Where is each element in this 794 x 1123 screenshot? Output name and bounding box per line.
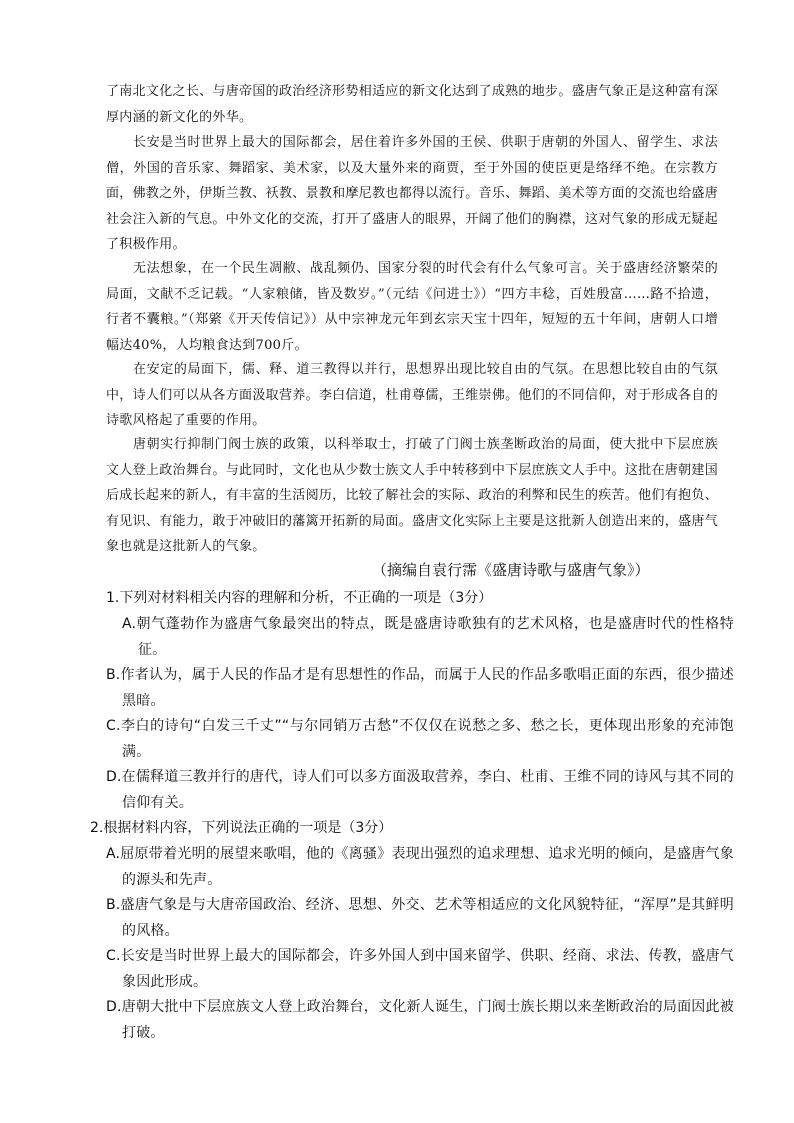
passage-paragraph-4: 在安定的局面下，儒、释、道三教得以并行，思想界出现比较自由的气氛。在思想比较自由的气氛中，诗人们可以从各方面汲取营养。李白信道，杜甫尊儒，王维崇佛。他们的不同信仰，对于形成各自的诗歌风格起了重要的作用。 xyxy=(106,362,718,428)
question-1-option-d: D.在儒释道三教并行的唐代，诗人们可以多方面汲取营养，李白、杜甫、王维不同的诗风与其不同的信仰有关。 xyxy=(106,769,734,811)
passage-paragraph-2: 长安是当时世界上最大的国际都会，居住着许多外国的王侯、供职于唐朝的外国人、留学生、求法僧，外国的音乐家、舞蹈家、美术家，以及大量外来的商贾，至于外国的使臣更是络绎不绝。在宗教方面，佛教之外，伊斯兰教、袄教、景教和摩尼教也都得以流行。音乐、舞蹈、美术等方面的交流也给盛唐社会注入新的气息。中外文化的交流，打开了盛唐人的眼界，开阔了他们的胸襟，这对气象的形成无疑起了积极作用。 xyxy=(106,135,718,252)
question-2-stem: 2.根据材料内容，下列说法正确的一项是（3分） xyxy=(90,820,393,836)
question-2-option-d: D.唐朝大批中下层庶族文人登上政治舞台，文化新人诞生，门阀士族长期以来垄断政治的局面因此被打破。 xyxy=(106,999,734,1041)
question-1-stem: 1.下列对材料相关内容的理解和分析，不正确的一项是（3分） xyxy=(106,590,493,606)
passage-paragraph-3: 无法想象，在一个民生凋敝、战乱频仍、国家分裂的时代会有什么气象可言。关于盛唐经济繁荣的局面，文献不乏记载。“人家粮储，皆及数岁。”（元结《问进士》）“四方丰稔，百姓殷富……路不拾遗，行者不囊粮。”（郑綮《开天传信记》）从中宗神龙元年到玄宗天宝十四年，短短的五十年间，唐朝人口增幅达40%，人均粮食达到700斤。 xyxy=(106,261,718,353)
passage-paragraph-1: 了南北文化之长、与唐帝国的政治经济形势相适应的新文化达到了成熟的地步。盛唐气象正是这种富有深厚内涵的新文化的外华。 xyxy=(106,84,718,125)
question-1-option-a: A.朝气蓬勃作为盛唐气象最突出的特点，既是盛唐诗歌独有的艺术风格，也是盛唐时代的性格特征。 xyxy=(122,616,734,658)
question-2-option-b: B.盛唐气象是与大唐帝国政治、经济、思想、外交、艺术等相适应的文化风貌特征，“浑厚”是其鲜明的风格。 xyxy=(106,897,734,939)
question-1-option-b: B.作者认为，属于人民的作品才是有思想性的作品，而属于人民的作品多歌唱正面的东西，很少描述黑暗。 xyxy=(106,667,734,709)
passage-paragraph-5: 唐朝实行抑制门阀士族的政策，以科举取士，打破了门阀士族垄断政治的局面，使大批中下层庶族文人登上政治舞台。与此同时，文化也从少数士族文人手中转移到中下层庶族文人手中。这批在唐朝建国后成长起来的新人，有丰富的生活阅历，比较了解社会的实际、政治的利弊和民生的疾苦。他们有抱负、有见识、有能力，敢于冲破旧的藩篱开拓新的局面。盛唐文化实际上主要是这批新人创造出来的，盛唐气象也就是这批新人的气象。 xyxy=(106,437,718,554)
question-1-option-c: C.李白的诗句“白发三千丈”“与尔同销万古愁”不仅仅在说愁之多、愁之长，更体现出形象的充沛饱满。 xyxy=(106,718,734,760)
question-2-option-c: C.长安是当时世界上最大的国际都会，许多外国人到中国来留学、供职、经商、求法、传教，盛唐气象因此形成。 xyxy=(106,948,734,990)
passage-source: （摘编自袁行霈《盛唐诗歌与盛唐气象》） xyxy=(372,561,650,579)
question-2-option-a: A.屈原带着光明的展望来歌唱，他的《离骚》表现出强烈的追求理想、追求光明的倾向，是盛唐气象的源头和先声。 xyxy=(106,846,734,888)
